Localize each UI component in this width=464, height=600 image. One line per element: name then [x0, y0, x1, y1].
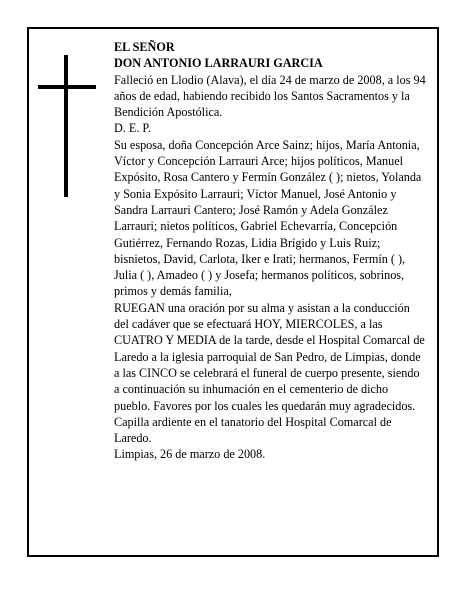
cross-vertical-bar — [64, 55, 68, 197]
request-text-3: de la tarde, desde el Hospital Comarcal de Laredo a la iglesia parroquial de San Pedro, de Limpias, donde a las — [114, 333, 425, 380]
rest-in-peace: D. E. P. — [114, 121, 151, 136]
family-list: Su esposa, doña Concepción Arce Sainz; hijos, María Antonia, Víctor y Concepción Larrauri Arce; hijos políticos, Manuel Expósito, Rosa Cantero y Fermín González ( ); nietos, Yolanda y Sonia Expósito Larrauri; Víctor Manuel, José Antonio y Sandra Larrauri Cantero; José Ramón y Adela González Larrauri; nietos políticos, Gabriel Echevarría, Concepción Gutiérrez, Fernando Rozas, Lidia Brígido y Luis Ruiz; bisnietos, David, Carlota, Iker e Irati; hermanos, Fermín ( ), Julia ( ), Amadeo ( ) y Josefa; hermanos políticos, sobrinos, primos y demás familia, — [114, 137, 422, 299]
funeral-request — [114, 300, 426, 447]
obituary-text — [114, 39, 426, 463]
funeral-start-time: CUATRO Y MEDIA — [114, 333, 217, 348]
request-text-4: se celebrará el funeral de cuerpo presente, siendo a continuación su inhumación en el cementerio de dicho pueblo. Favores por los cuales les quedarán muy agradecidos. Capilla ardiente en el tanatorio del Hospital Comarcal de Laredo. — [114, 365, 420, 446]
place-and-date: Limpias, 26 de marzo de 2008. — [114, 447, 266, 462]
deceased-name: DON ANTONIO LARRAURI GARCIA — [114, 56, 323, 71]
cross-horizontal-bar — [38, 85, 96, 89]
request-text-2: , a las — [354, 317, 383, 332]
funeral-mass-time: CINCO — [139, 365, 177, 380]
death-details: Falleció en Llodio (Alava), el día 24 de marzo de 2008, a los 94 años de edad, habiendo recibido los Santos Sacramentos y la Bendición Apostólica. — [114, 72, 426, 120]
request-text-1: una oración por su alma y asistan a la conducción del cadáver que se efectuará — [114, 300, 410, 332]
title: EL SEÑOR — [114, 40, 175, 54]
funeral-day: HOY, MIERCOLES — [254, 317, 355, 332]
request-lead: RUEGAN — [114, 300, 165, 315]
